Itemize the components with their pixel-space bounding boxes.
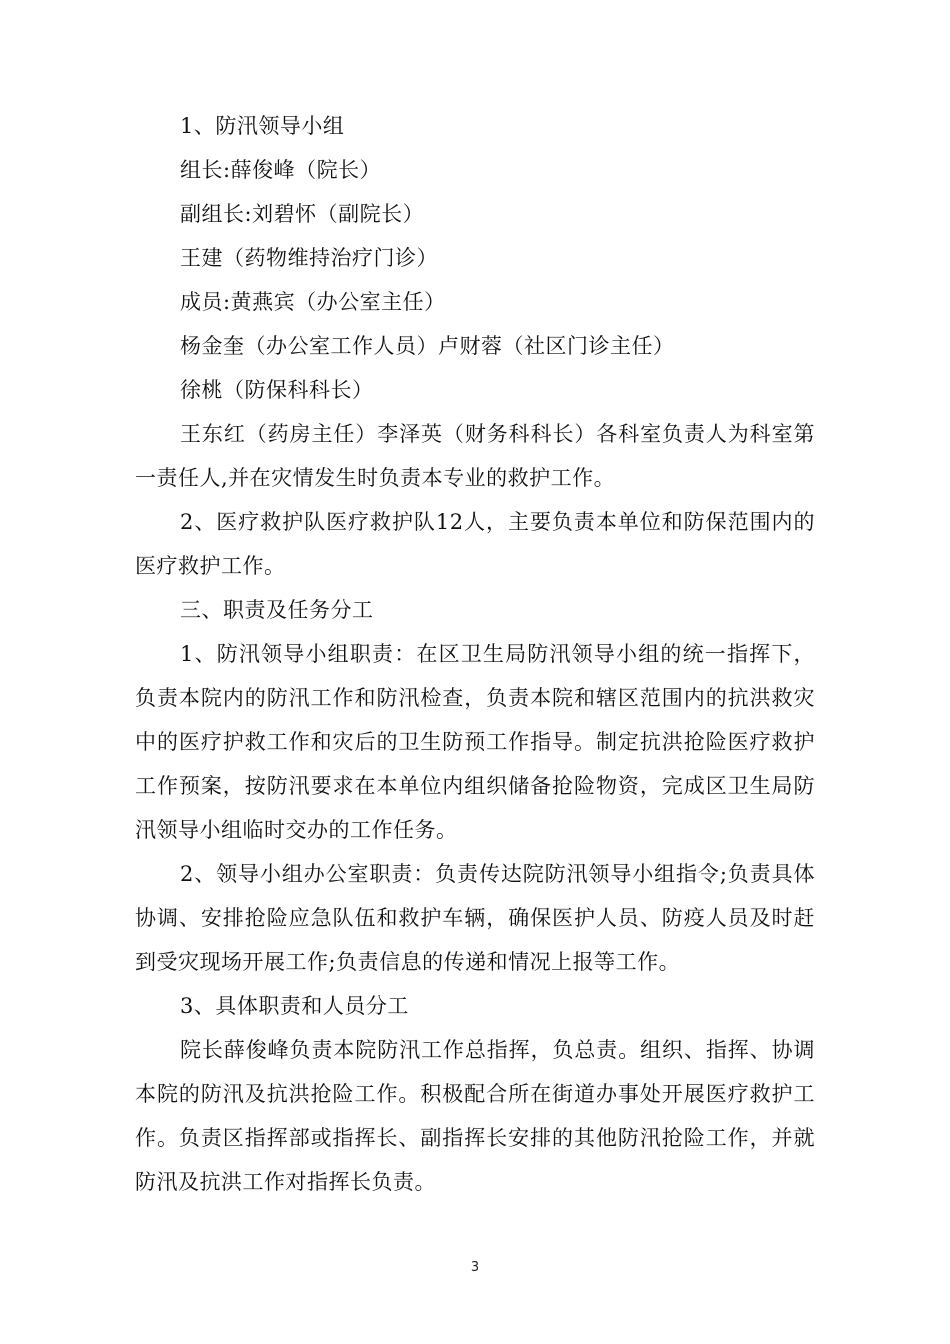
paragraph-department-heads: 王东红（药房主任）李泽英（财务科科长）各科室负责人为科室第一责任人,并在灾情发生时负责本专业的救护工作。 <box>135 422 815 490</box>
paragraph-heading-flood-group: 1、防汛领导小组 <box>180 114 345 138</box>
paragraph-section-duties: 三、职责及任务分工 <box>180 598 374 622</box>
paragraph-member-wangjian: 王建（药物维持治疗门诊） <box>180 246 438 270</box>
paragraph-office-duties: 2、领导小组办公室职责：负责传达院防汛领导小组指令;负责具体协调、安排抢险应急队伍和救护车辆，确保医护人员、防疫人员及时赶到受灾现场开展工作;负责信息的传递和情况上报等工作。 <box>135 862 815 974</box>
paragraph-deputy-leader: 副组长:刘碧怀（副院长） <box>180 202 425 226</box>
paragraph-group-duties: 1、防汛领导小组职责：在区卫生局防汛领导小组的统一指挥下，负责本院内的防汛工作和防汛检查，负责本院和辖区范围内的抗洪救灾中的医疗护救工作和灾后的卫生防预工作指导。制定抗洪抢险医疗救护工作预案，按防汛要求在本单位内组织储备抢险物资，完成区卫生局防汛领导小组临时交办的工作任务。 <box>135 642 815 842</box>
paragraph-members: 成员:黄燕宾（办公室主任） <box>180 290 446 314</box>
paragraph-medical-team: 2、医疗救护队医疗救护队12人，主要负责本单位和防保范围内的医疗救护工作。 <box>135 510 815 578</box>
paragraph-group-leader: 组长:薛俊峰（院长） <box>180 158 382 182</box>
paragraph-member-yang-lu: 杨金奎（办公室工作人员）卢财蓉（社区门诊主任） <box>180 334 675 358</box>
paragraph-specific-duties-heading: 3、具体职责和人员分工 <box>180 994 409 1018</box>
paragraph-president-duties: 院长薛俊峰负责本院防汛工作总指挥，负总责。组织、指挥、协调本院的防汛及抗洪抢险工作。积极配合所在街道办事处开展医疗救护工作。负责区指挥部或指挥长、副指挥长安排的其他防汛抢险工作，并就防汛及抗洪工作对指挥长负责。 <box>135 1038 815 1194</box>
page-number: 3 <box>470 1260 480 1275</box>
paragraph-member-xutao: 徐桃（防保科科长） <box>180 378 374 402</box>
document-body <box>135 104 815 1204</box>
